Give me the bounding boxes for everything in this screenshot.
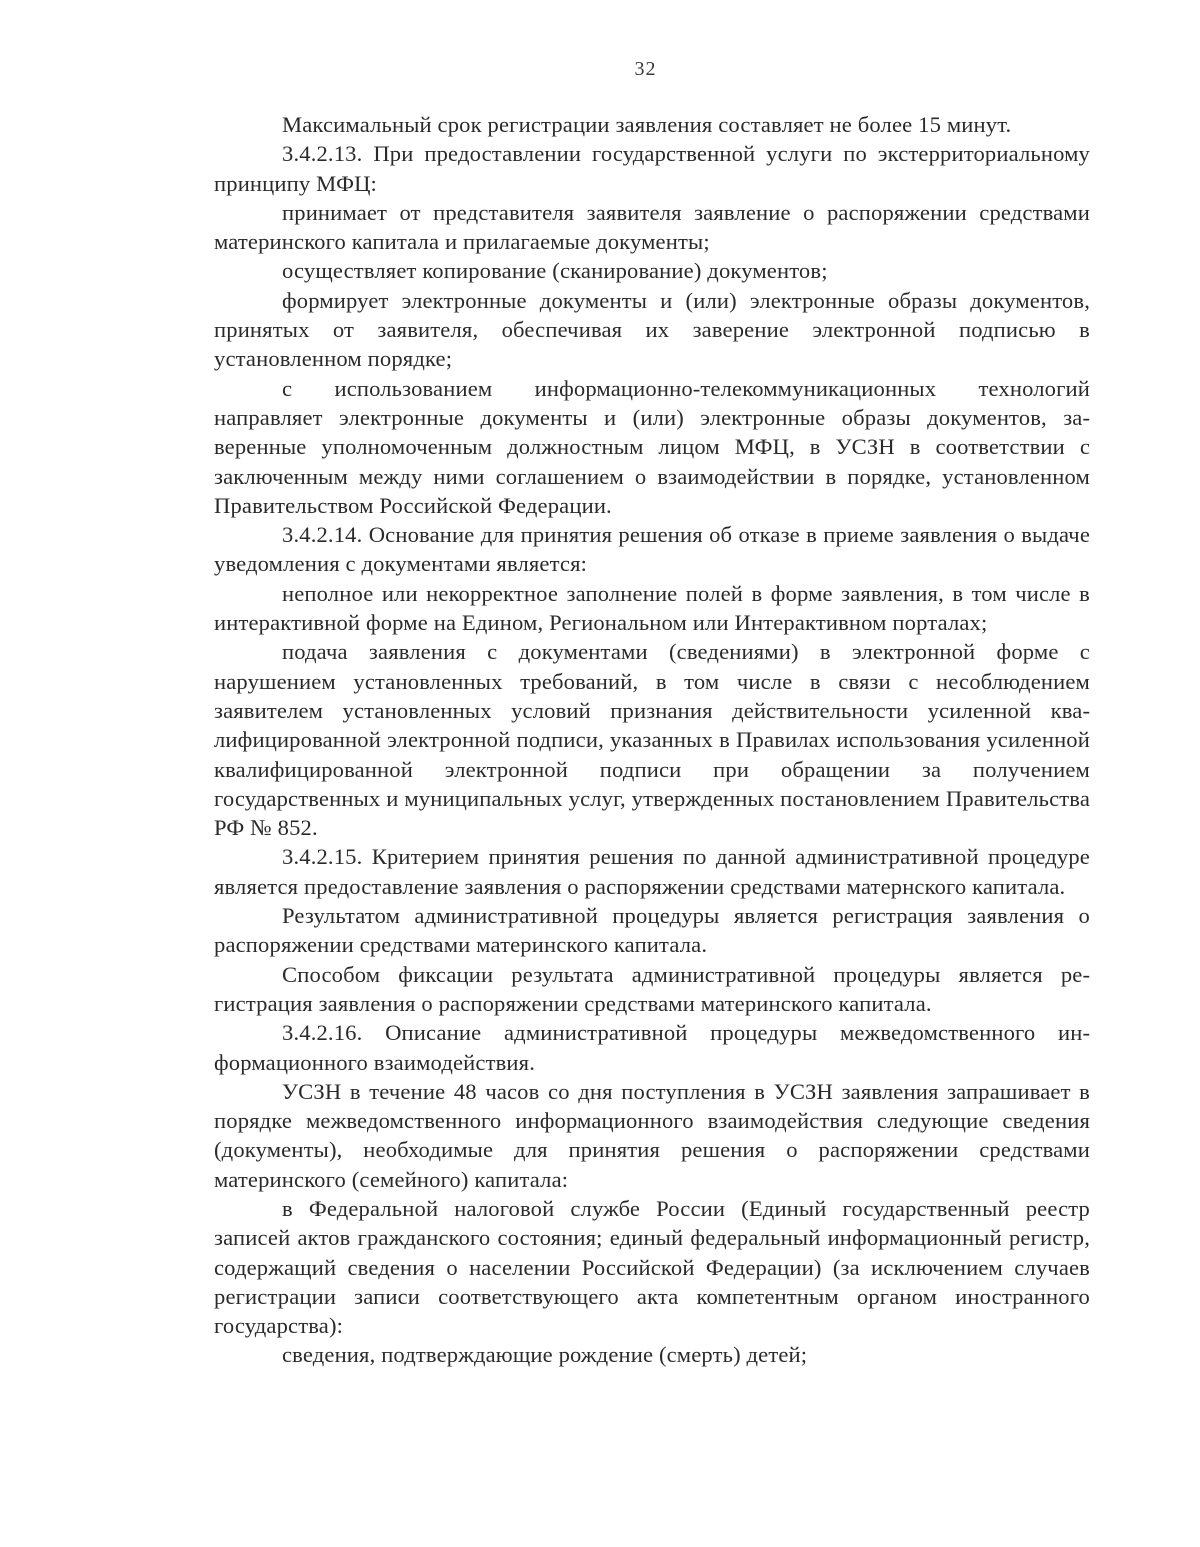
paragraph-sends-electronic-documents: с использованием информационно-телекоммуникационных технологий направляет электронные документы и (или) электронные образы документов, заверенные уполномоченным должностным лицом МФЦ, в УСЗН в соответствии с заключенным между ними соглашением о взаимодействии в порядке, установленном Правительством Российской Федерации.	[214, 375, 1090, 518]
paragraph-birth-death-info: сведения, подтверждающие рождение (смерть) детей;	[282, 1342, 808, 1368]
paragraph-incomplete-fields: неполное или некорректное заполнение полей в форме заявления, в том числе в интерактивной форме на Едином, Региональном или Интерактивном порталах;	[214, 580, 1090, 636]
paragraph-submission-violation: подача заявления с документами (сведениями) в электронной форме с нарушением установленных требований, в том числе в связи с несоблюдением заявителем установленных условий признания действительности усиленной квалифицированной электронной подписи, указанных в Правилах использования усиленной квалифицированной электронной подписи при обращении за получением государственных и муниципальных услуг, утвержденных постановлением Правительства РФ № 852.	[214, 639, 1090, 841]
paragraph-result-fixation: Способом фиксации результата административной процедуры является регистрация заявления о распоряжении средствами материнского капитала.	[214, 961, 1090, 1016]
paragraph-3-4-2-16: 3.4.2.16. Описание административной процедуры межведомственного информационного взаимодействия.	[214, 1020, 1090, 1075]
paragraph-forms-electronic-documents: формирует электронные документы и (или) электронные образы документов, принятых от заявителя, обеспечивая их заверение электронной подписью в установленном порядке;	[214, 287, 1090, 372]
paragraph-tax-service: в Федеральной налоговой службе России (Единый государственный реестр записей актов гражданского состояния; единый федеральный информационный регистр, содержащий сведения о населении Российской Федерации) (за исключением случаев регистрации записи соответствующего акта компетентным органом иностранного государства):	[214, 1195, 1090, 1339]
paragraph-registration-time: Максимальный срок регистрации заявления составляет не более 15 минут.	[282, 112, 1012, 137]
paragraph-procedure-result: Результатом административной процедуры является регистрация заявления о распоряжении средствами материнского капитала.	[214, 903, 1090, 958]
paragraph-3-4-2-14: 3.4.2.14. Основание для принятия решения об отказе в приеме заявления о выдаче уведомления с документами является:	[214, 522, 1090, 577]
paragraph-3-4-2-15: 3.4.2.15. Критерием принятия решения по данной административной процедуре является предоставление заявления о распоряжении средствами матернского капитала.	[214, 844, 1090, 899]
page-number: 32	[634, 58, 657, 80]
paragraph-copying-documents: осуществляет копирование (сканирование) документов;	[282, 258, 828, 284]
paragraph-uszn-requests: УСЗН в течение 48 часов со дня поступления в УСЗН заявления запрашивает в порядке межведомственного информационного взаимодействия следующие сведения (документы), необходимые для принятия решения о распоряжении средствами материнского (семейного) капитала:	[214, 1078, 1090, 1192]
document-body	[214, 110, 1090, 1370]
paragraph-accepts-application: принимает от представителя заявителя заявление о распоряжении средствами материнского капитала и прилагаемые документы;	[214, 199, 1090, 255]
paragraph-3-4-2-13: 3.4.2.13. При предоставлении государственной услуги по экстерриториальному принципу МФЦ:	[214, 141, 1090, 196]
